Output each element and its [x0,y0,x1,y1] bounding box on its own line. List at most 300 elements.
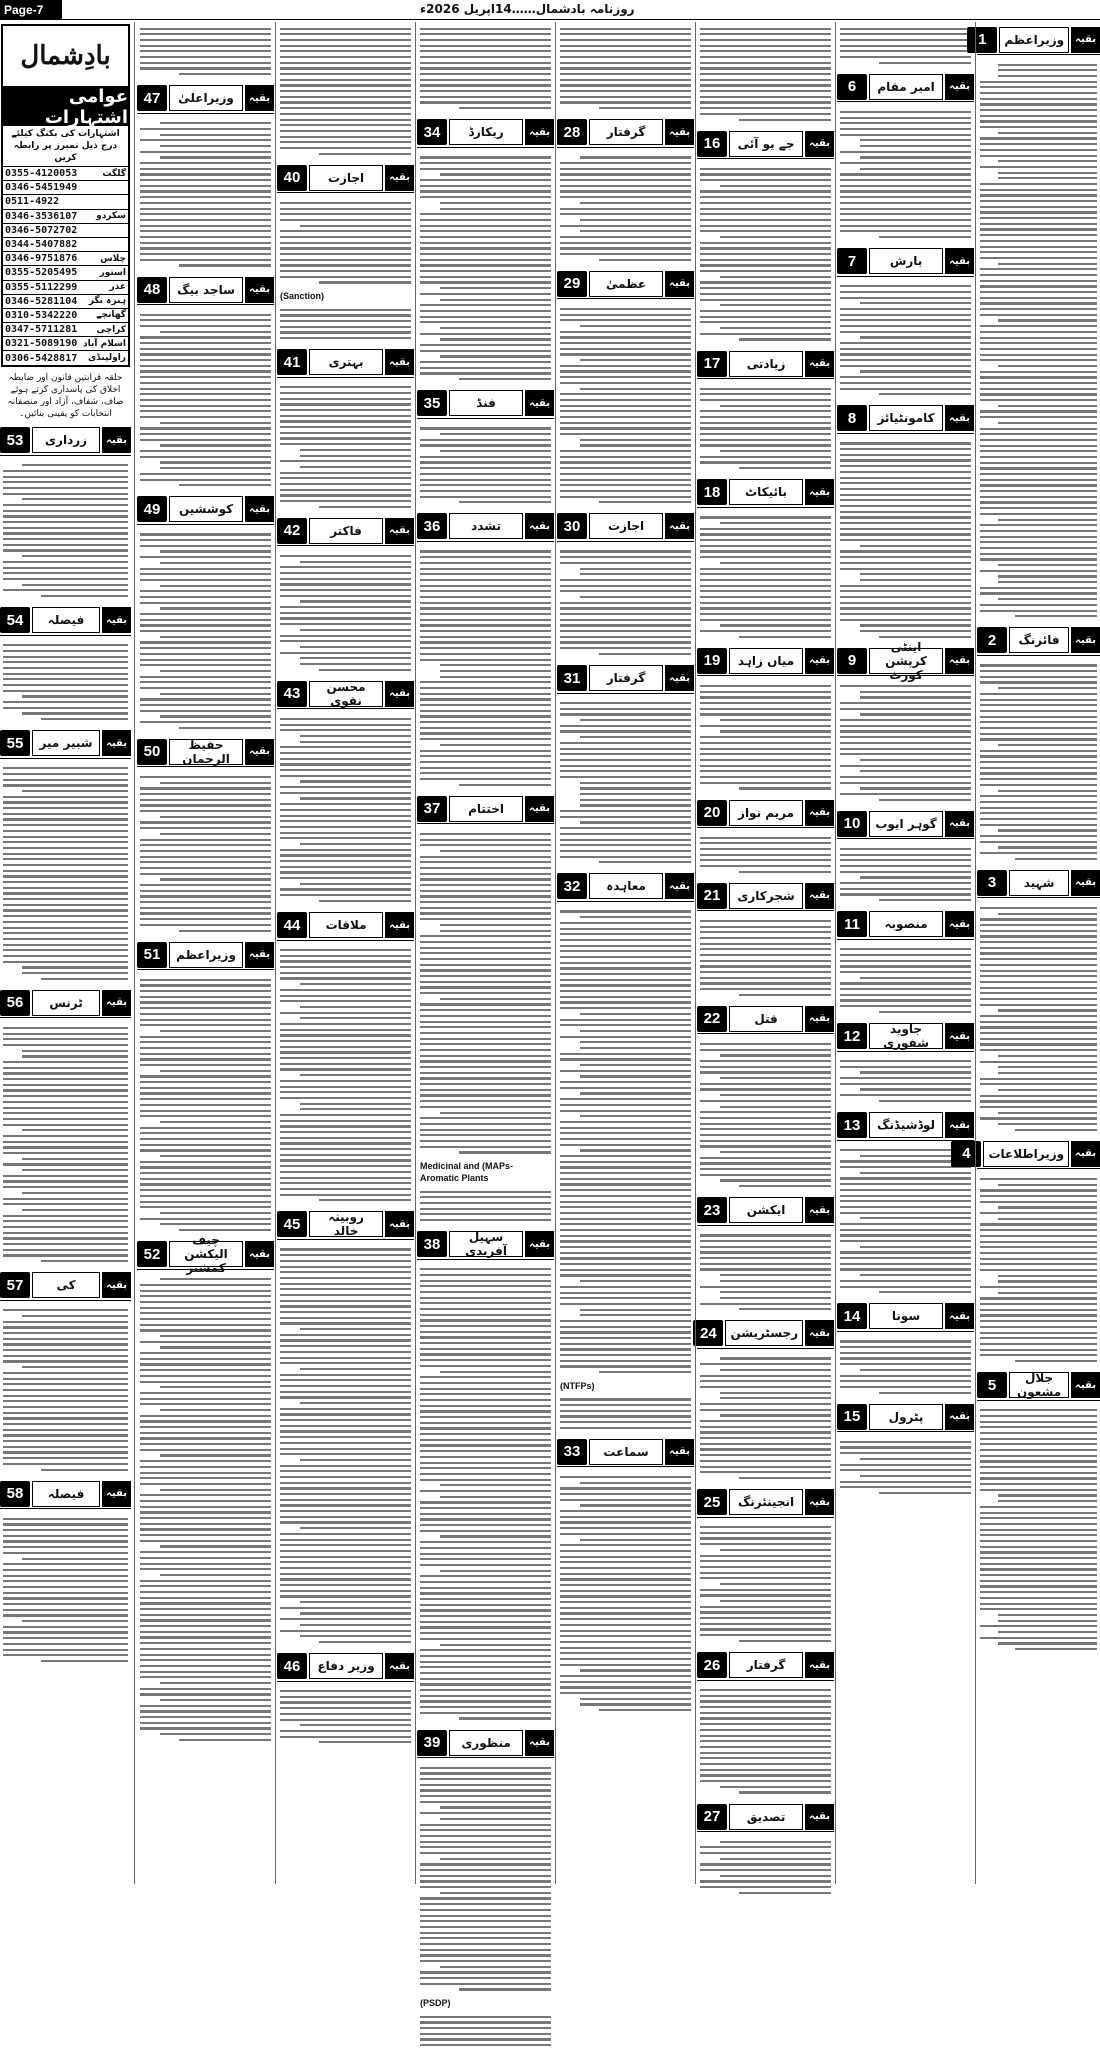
continued-label: بقیہ [665,271,694,297]
story-header [137,275,274,305]
story-21 [697,881,834,1001]
story-23 [697,1196,834,1316]
story-title: شہید [1009,870,1069,896]
continued-label: بقیہ [665,665,694,691]
story-49 [137,495,274,735]
story-body [417,151,554,386]
story-title: جے یو آئی [729,131,803,157]
contact-row [3,237,128,251]
story-title: وزیراطلاعات [983,1141,1069,1167]
story-header [137,737,274,767]
continued-label: بقیہ [102,990,131,1016]
phone-number: 0511-4922 [5,196,60,208]
story-number: 29 [557,271,587,297]
story-number: 52 [137,1241,167,1267]
story-28 [557,118,694,267]
story-title: ساجد بیگ [169,277,243,303]
story-32 [557,872,694,1435]
phone-number: 0355-5112299 [5,281,78,293]
story-number: 8 [837,405,867,431]
story-47 [137,84,274,272]
story-title: ریکارڈ [449,119,523,145]
story-50 [137,737,274,937]
story-body [837,1335,974,1399]
story-body [697,382,834,475]
continued-label: بقیہ [945,648,974,674]
story-44 [277,911,414,1207]
story-36 [417,512,554,791]
story-title: معاہدہ [589,873,663,899]
story-title: فنڈ [449,390,523,416]
continued-label: بقیہ [945,1404,974,1430]
city-name: غذر [109,282,126,293]
story-number: 35 [417,390,447,416]
story-7 [837,247,974,401]
story-body [417,1263,554,1726]
story-title: بہتری [309,349,383,375]
story-56 [0,988,131,1267]
continued-text [417,22,554,115]
continued-label: بقیہ [805,1804,834,1830]
story-title: وزیراعظم [999,27,1069,53]
story-number: 47 [137,85,167,111]
story-header [697,1319,834,1349]
continued-label: بقیہ [1071,1141,1100,1167]
story-number: 43 [277,681,307,707]
story-title: محسن نقوی [309,681,383,707]
story-title: لوڈشیڈنگ [869,1112,943,1138]
story-58 [0,1479,131,1667]
story-body [277,303,414,345]
story-number: 24 [693,1320,723,1346]
story-title: فائرنگ [1009,627,1069,653]
story-body [697,1037,834,1192]
english-snippet: (Sanction) [280,291,324,302]
story-body [137,117,274,272]
story-header [697,1488,834,1518]
column-5 [557,22,694,1884]
story-title: فیصلہ [32,607,100,633]
story-body [137,1273,274,1747]
column-rule [134,22,135,1884]
column-rule [975,22,976,1884]
column-rule [555,22,556,1884]
story-title: سونا [869,1303,943,1329]
story-header [277,163,414,193]
city-name: کراچی [96,324,126,335]
story-header [977,1371,1100,1401]
phone-number: 0346-9751876 [5,253,78,265]
story-header [697,881,834,911]
story-header [277,679,414,709]
phone-number: 0306-5428817 [5,352,78,364]
story-body [0,1304,131,1476]
story-body [0,762,131,986]
contact-row [3,194,128,208]
story-header [0,729,131,759]
story-number: 51 [137,942,167,968]
continued-label: بقیہ [385,165,414,191]
story-title: عظمیٰ [589,271,663,297]
continued-text [137,22,274,81]
story-body [837,437,974,644]
continued-label: بقیہ [945,1303,974,1329]
story-title: تشدد [449,513,523,539]
story-header [837,72,974,102]
story-11 [837,910,974,1019]
story-1 [977,25,1100,623]
continued-label: بقیہ [525,796,554,822]
story-body [837,280,974,401]
story-body [977,58,1100,623]
story-title: تصدیق [729,1804,803,1830]
story-header [137,940,274,970]
story-header [137,84,274,114]
story-header [137,1233,274,1276]
continued-label: بقیہ [805,1489,834,1515]
story-number: 20 [697,800,727,826]
story-header [417,389,554,419]
continued-label: بقیہ [945,811,974,837]
continued-label: بقیہ [945,1112,974,1138]
story-header [697,798,834,828]
column-rule [695,22,696,1884]
continued-label: بقیہ [1071,27,1100,53]
column-4 [417,22,554,2009]
story-list [0,426,131,1668]
story-number: 17 [697,351,727,377]
story-15 [837,1402,974,1499]
story-header [977,868,1100,898]
continued-label: بقیہ [385,1211,414,1237]
story-number: 57 [0,1272,30,1298]
story-body [557,1393,694,1435]
story-title: چیف الیکشن کمشنر [169,1241,243,1267]
phone-number: 0310-5342220 [5,309,78,321]
story-20 [697,798,834,878]
dateline: روزنامہ بادشمال……14اپریل 2026ء [420,2,635,16]
continued-label: بقیہ [525,1730,554,1756]
story-title: انجینئرنگ [729,1489,803,1515]
contact-list [3,166,128,365]
story-number: 36 [417,513,447,539]
story-24 [697,1319,834,1485]
continued-label: بقیہ [245,496,274,522]
story-27 [697,1802,834,1899]
story-number: 41 [277,349,307,375]
contact-row [3,350,128,364]
story-14 [837,1302,974,1399]
story-title: گرفتار [729,1652,803,1678]
story-title: رجسٹریشن [725,1320,803,1346]
story-header [837,809,974,839]
continued-label: بقیہ [385,349,414,375]
story-header [837,639,974,682]
story-body [697,914,834,1001]
continued-label: بقیہ [385,681,414,707]
story-54 [0,606,131,726]
story-header [0,606,131,636]
story-16 [697,129,834,346]
story-header [977,25,1100,55]
continued-label: بقیہ [945,1023,974,1049]
story-header [557,872,694,902]
story-body [977,1404,1100,1656]
continued-label: بقیہ [385,518,414,544]
story-body [977,901,1100,1136]
story-header [697,478,834,508]
story-title: پٹرول [869,1404,943,1430]
column-rule [275,22,276,1884]
story-number: 37 [417,796,447,822]
continued-label: بقیہ [805,883,834,909]
story-title: گرفتار [589,665,663,691]
english-snippet: (NTFPs) [560,1380,595,1391]
story-number: 33 [557,1439,587,1465]
continued-label: بقیہ [102,1272,131,1298]
continued-label: بقیہ [245,739,274,765]
story-title: مریم نواز [729,800,803,826]
story-body [697,1684,834,1800]
story-body [557,1470,694,1716]
story-number: 55 [0,730,30,756]
continued-label: بقیہ [945,248,974,274]
story-body [557,302,694,509]
story-header [697,129,834,159]
story-header [837,1302,974,1332]
story-body [417,1761,554,1996]
story-number: 28 [557,119,587,145]
story-header [417,118,554,148]
story-header [277,516,414,546]
story-body [417,422,554,509]
story-header [277,911,414,941]
contact-row [3,280,128,294]
story-number: 3 [977,870,1007,896]
story-number: 26 [697,1652,727,1678]
city-name: استور [99,267,126,278]
story-title: اختتام [449,796,523,822]
continued-text [837,22,974,69]
story-number: 15 [837,1404,867,1430]
story-header [417,1230,554,1260]
story-body [697,511,834,644]
story-title: سماعت [589,1439,663,1465]
phone-number: 0346-5072702 [5,224,78,236]
story-title: حفیظ الرحمان [169,739,243,765]
phone-number: 0355-5205495 [5,267,78,279]
story-body [417,2010,554,2052]
ads-subtitle: اشتہارات کی بکنگ کیلئے درج ذیل نمبرز پر رابطہ کریں [11,129,120,163]
contact-row [3,308,128,322]
story-body [277,381,414,514]
ads-title: عوامی اشتہارات [3,88,128,126]
story-header [0,988,131,1018]
contact-row [3,294,128,308]
story-title: میاں زاہد [729,648,803,674]
story-header [0,426,131,456]
continued-label: بقیہ [525,1231,554,1257]
story-title: ایکشن [729,1197,803,1223]
continued-label: بقیہ [665,1439,694,1465]
story-number: 27 [697,1804,727,1830]
story-title: ملاقات [309,912,383,938]
story-26 [697,1651,834,1800]
continued-label: بقیہ [1071,870,1100,896]
continued-label: بقیہ [805,479,834,505]
story-header [557,512,694,542]
continued-label: بقیہ [525,390,554,416]
story-body [697,1229,834,1316]
story-title: فیصلہ [32,1481,100,1507]
story-header [0,1479,131,1509]
story-header [417,794,554,824]
continued-label: بقیہ [1071,627,1100,653]
story-8 [837,404,974,644]
story-title: کی [32,1272,100,1298]
story-body [697,679,834,795]
story-number: 10 [837,811,867,837]
continued-text [697,22,834,126]
story-header [837,404,974,434]
story-header [837,247,974,277]
story-header [0,1271,131,1301]
story-body [557,905,694,1379]
story-number: 40 [277,165,307,191]
story-body [837,679,974,806]
phone-number: 0347-5711281 [5,324,78,336]
story-body [417,545,554,791]
story-title: منظوری [449,1730,523,1756]
story-9 [837,639,974,806]
contact-row [3,180,128,194]
phone-number: 0355-4120053 [5,168,78,180]
phone-number: 0344-5407882 [5,239,78,251]
story-number: 5 [977,1372,1007,1398]
story-48 [137,275,274,492]
story-body [697,1521,834,1648]
story-header [417,512,554,542]
story-5 [977,1371,1100,1656]
story-body [277,1243,414,1649]
story-title: زیادتی [729,351,803,377]
story-header [837,1111,974,1141]
story-number: 58 [0,1481,30,1507]
continued-label: بقیہ [525,119,554,145]
story-number: 7 [837,248,867,274]
continued-label: بقیہ [805,1652,834,1678]
story-body [417,1185,554,1227]
story-6 [837,72,974,243]
continued-label: بقیہ [1071,1372,1100,1398]
story-46 [277,1652,414,1749]
continued-label: بقیہ [245,942,274,968]
story-number: 48 [137,277,167,303]
story-header [557,664,694,694]
story-title: اجازت [309,165,383,191]
story-number: 12 [837,1023,867,1049]
story-header [557,269,694,299]
story-18 [697,478,834,644]
city-name: چلاس [100,253,126,264]
story-number: 25 [697,1489,727,1515]
story-body [557,151,694,267]
story-body [277,549,414,676]
story-number: 42 [277,518,307,544]
story-10 [837,809,974,906]
story-title: شجرکاری [729,883,803,909]
story-22 [697,1004,834,1192]
continued-label: بقیہ [385,1653,414,1679]
story-13 [837,1111,974,1299]
story-title: وزیراعظم [169,942,243,968]
continued-label: بقیہ [805,131,834,157]
top-bar [0,0,1100,20]
story-title: اجازت [589,513,663,539]
story-body [557,545,694,661]
column-2 [137,22,274,1884]
story-header [697,1004,834,1034]
column-rule [415,22,416,1884]
story-title: سہیل آفریدی [449,1231,523,1257]
story-55 [0,729,131,986]
story-body [277,196,414,289]
continued-text [277,22,414,160]
story-header [977,626,1100,656]
story-number: 53 [0,427,30,453]
story-header [697,646,834,676]
column-7 [837,22,974,1884]
story-header [417,1728,554,1758]
story-body [277,712,414,907]
story-body [837,1435,974,1499]
phone-number: 0321-5089190 [5,338,78,350]
story-body [0,639,131,726]
continued-label: بقیہ [945,911,974,937]
story-header [557,118,694,148]
city-name: گلگت [102,168,126,179]
story-body [137,308,274,492]
story-30 [557,512,694,661]
story-34 [417,118,554,386]
story-number: 21 [697,883,727,909]
story-number: 50 [137,739,167,765]
story-29 [557,269,694,509]
contact-row [3,209,128,223]
story-title: ٹرنس [32,990,100,1016]
story-12 [837,1022,974,1108]
story-header [137,495,274,525]
column-ads [0,22,131,1884]
story-header [697,1802,834,1832]
column-rule [835,22,836,1884]
contact-row [3,251,128,265]
story-body [0,1021,131,1267]
story-body [837,1055,974,1108]
story-header [837,910,974,940]
column-6 [697,22,834,1884]
story-title: اینٹی کرپشن کورٹ [869,648,943,674]
english-snippet: Medicinal and (MAPs-Aromatic Plants [420,1161,514,1183]
phone-number: 0346-3536107 [5,210,78,222]
story-header [697,349,834,379]
continued-label: بقیہ [245,277,274,303]
story-title: شبیر میر [32,730,100,756]
story-number: 14 [837,1303,867,1329]
story-number: 31 [557,665,587,691]
story-body [977,1172,1100,1367]
continued-label: بقیہ [805,1320,834,1346]
